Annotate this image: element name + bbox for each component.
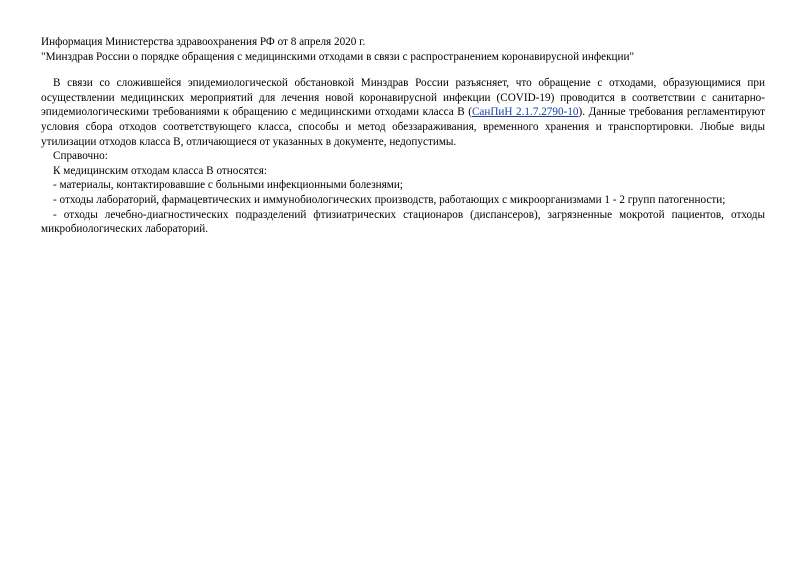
document-body	[41, 76, 765, 237]
list-item: - отходы лечебно-диагностических подразделений фтизиатрических стационаров (диспансеров), загрязненные мокротой пациентов, отходы микробиологических лабораторий.	[41, 208, 765, 236]
intro-text-before-link: В связи со сложившейся эпидемиологической обстановкой Минздрав России разъясняет, что обращение с отходами, образующимися при осуществлении медицинских мероприятий для лечения новой коронавирусной инфекции (COVID-19) проводится в соответствии с санитарно-эпидемиологическими требованиями к обращению с медицинскими отходами класса В (	[41, 77, 765, 119]
intro-text-after-link: ). Данные требования регламентируют условия сбора отходов соответствующего класса, способы и метод обеззараживания, временного хранения и транспортировки. Любые виды утилизации отходов класса В, отличающиеся от указанных в документе, недопустимы.	[41, 106, 765, 148]
sanpin-link[interactable]: СанПиН 2.1.7.2790-10	[471, 106, 579, 119]
list-intro: К медицинским отходам класса В относятся:	[53, 164, 267, 177]
document-page	[41, 35, 765, 237]
document-subtitle: "Минздрав России о порядке обращения с медицинскими отходами в связи с распространением коронавирусной инфекции"	[41, 50, 635, 63]
reference-label: Справочно:	[53, 150, 108, 163]
intro-paragraph	[41, 76, 765, 149]
list-item: - отходы лабораторий, фармацевтических и иммунобиологических производств, работающих с микроорганизмами 1 - 2 групп патогенности;	[53, 193, 726, 206]
document-title: Информация Министерства здравоохранения РФ от 8 апреля 2020 г.	[41, 36, 366, 48]
list-item: - материалы, контактировавшие с больными инфекционными болезнями;	[53, 179, 403, 192]
